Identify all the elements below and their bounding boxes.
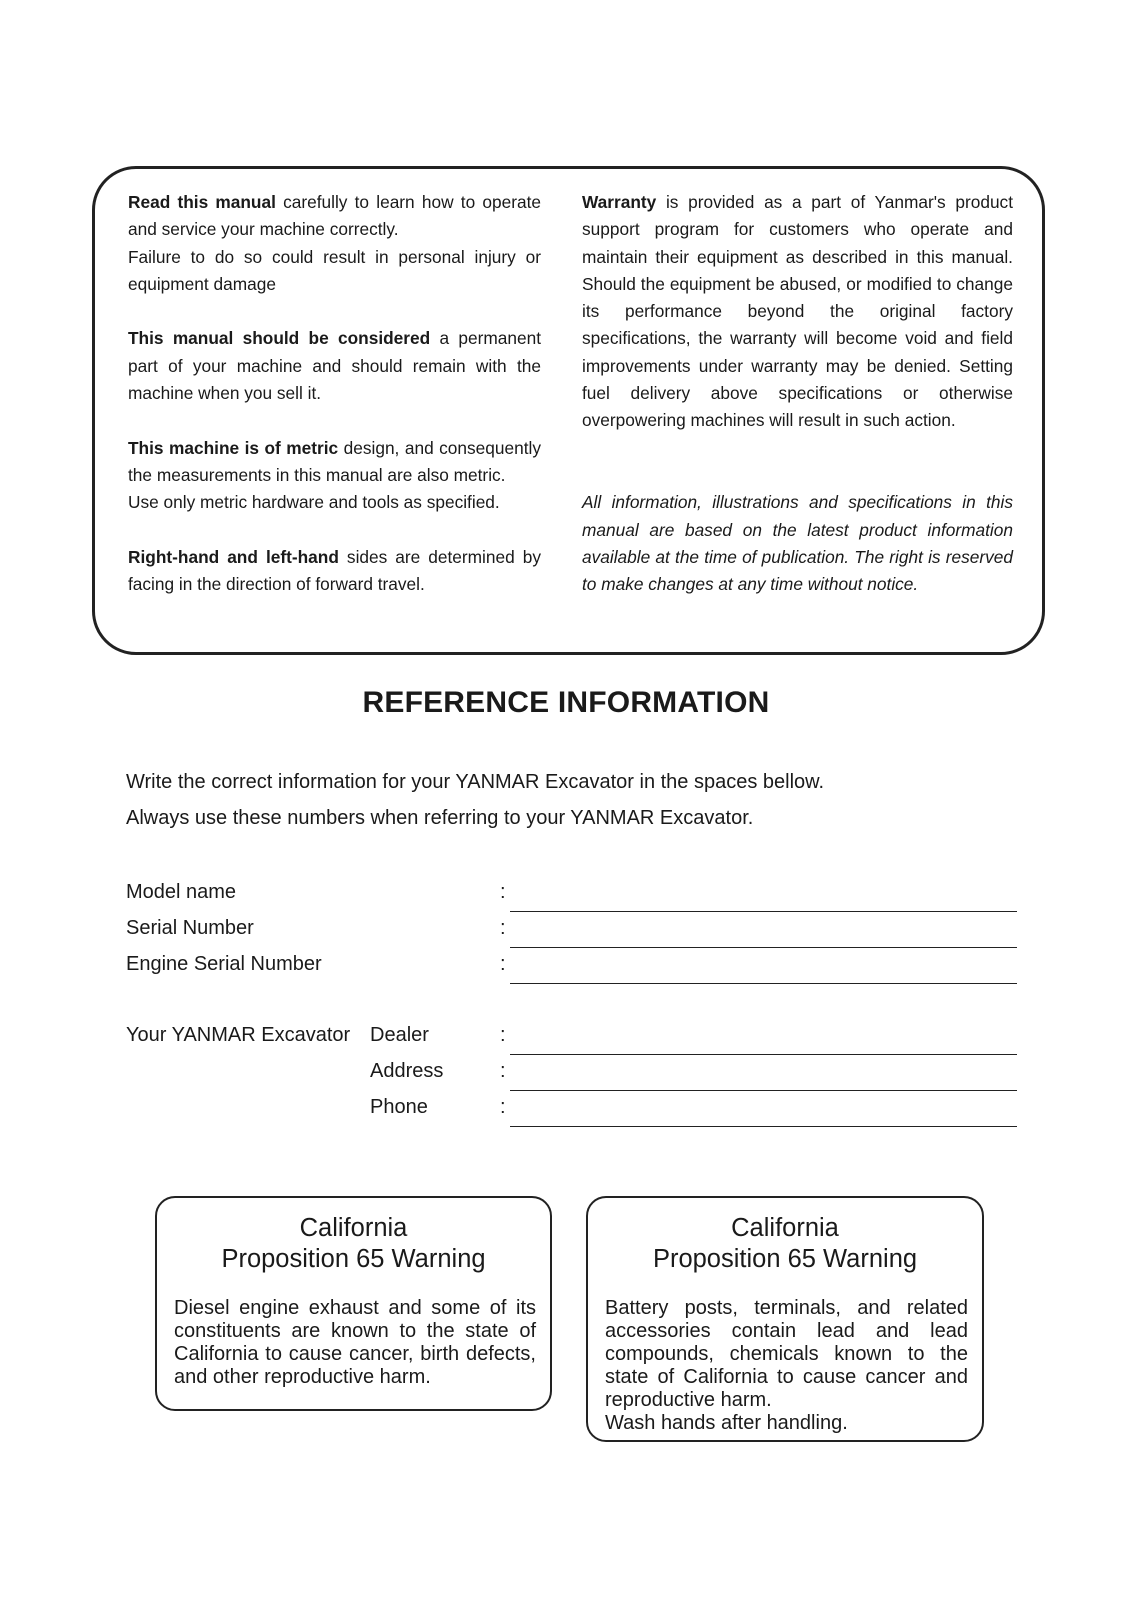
metric-design-paragraph: [128, 435, 541, 490]
prop65-exhaust-warning-title: [157, 1213, 550, 1275]
warning-title-line-2: Proposition 65 Warning: [652, 1245, 918, 1273]
reference-instruction-line-1: Write the correct information for your YANMAR Excavator in the spaces bellow.: [126, 771, 825, 793]
address-label: Address: [370, 1060, 444, 1082]
read-manual-text: carefully to learn how to operate and service your machine correctly.: [128, 192, 541, 240]
dealer-field[interactable]: [510, 1054, 1017, 1055]
read-manual-heading: Read this manual: [128, 192, 276, 212]
metric-design-heading: This machine is of metric: [128, 437, 339, 458]
warranty-text: is provided as a part of Yanmar's product support program for customers who operate and maintain their equipment as described in this manual. Should the equipment be abused, or modified to change its performance beyond the original factory specifications, the warranty will become void and field improvements under warranty may be denied. Setting fuel delivery above specifications or otherwise overpowering machines will result in such action.: [582, 192, 1013, 431]
prop65-exhaust-warning-box: [155, 1196, 552, 1411]
dealer-label: Dealer: [370, 1024, 429, 1046]
prop65-battery-warning-title: [588, 1213, 982, 1275]
dealer-colon: :: [500, 1024, 506, 1046]
dealer-group-label: Your YANMAR Excavator: [126, 1024, 351, 1046]
serial-number-colon: :: [500, 917, 506, 939]
sides-paragraph: [128, 544, 541, 599]
warning-title-line-1: California: [299, 1214, 408, 1242]
reference-instructions: [126, 764, 1026, 836]
serial-number-label: Serial Number: [126, 917, 254, 939]
permanent-part-heading: This manual should be considered: [128, 328, 431, 349]
warranty-heading: Warranty: [582, 192, 657, 212]
address-field[interactable]: [510, 1090, 1017, 1091]
battery-warning-text: Battery posts, terminals, and related accessories contain lead and lead compounds, chemicals known to the state of California to cause cancer and reproductive harm.: [605, 1297, 968, 1411]
engine-serial-number-field[interactable]: [510, 983, 1017, 984]
permanent-part-paragraph: [128, 325, 541, 407]
model-name-label: Model name: [126, 881, 237, 903]
prop65-battery-warning-body: [605, 1297, 968, 1435]
permanent-part-text: a permanent part of your machine and should remain with the machine when you sell it.: [128, 328, 541, 404]
failure-warning-text: Failure to do so could result in personal injury or equipment damage: [128, 246, 541, 294]
engine-serial-number-label: Engine Serial Number: [126, 953, 322, 975]
page-title: REFERENCE INFORMATION: [362, 686, 770, 719]
phone-field[interactable]: [510, 1126, 1017, 1127]
reference-instruction-line-2: Always use these numbers when referring to your YANMAR Excavator.: [126, 807, 754, 829]
phone-label: Phone: [370, 1096, 428, 1118]
model-name-field[interactable]: [510, 911, 1017, 912]
notice-left-column: [128, 189, 541, 598]
disclaimer-text: All information, illustrations and specifications in this manual are based on the latest product information available at the time of publication. The right is reserved to make changes at any time without notice.: [582, 492, 1013, 595]
read-manual-paragraph: [128, 189, 541, 244]
warning-title-line-2: Proposition 65 Warning: [221, 1245, 486, 1273]
sides-heading: Right-hand and left-hand: [128, 546, 339, 567]
serial-number-field[interactable]: [510, 947, 1017, 948]
notice-right-column: [582, 189, 1013, 598]
warranty-paragraph: [582, 189, 1013, 435]
wash-hands-text: Wash hands after handling.: [605, 1412, 848, 1434]
prop65-exhaust-warning-body: Diesel engine exhaust and some of its constituents are known to the state of California to cause cancer, birth defects, and other reproductive harm.: [174, 1297, 536, 1388]
model-name-colon: :: [500, 881, 506, 903]
prop65-battery-warning-box: [586, 1196, 984, 1442]
metric-hardware-text: Use only metric hardware and tools as specified.: [128, 492, 500, 513]
engine-serial-number-colon: :: [500, 953, 506, 975]
address-colon: :: [500, 1060, 506, 1082]
warning-title-line-1: California: [731, 1214, 839, 1242]
phone-colon: :: [500, 1096, 506, 1118]
manual-notice-box: [92, 166, 1045, 655]
metric-design-text: design, and consequently the measurements in this manual are also metric.: [128, 437, 541, 485]
sides-text: sides are determined by facing in the direction of forward travel.: [128, 546, 542, 595]
